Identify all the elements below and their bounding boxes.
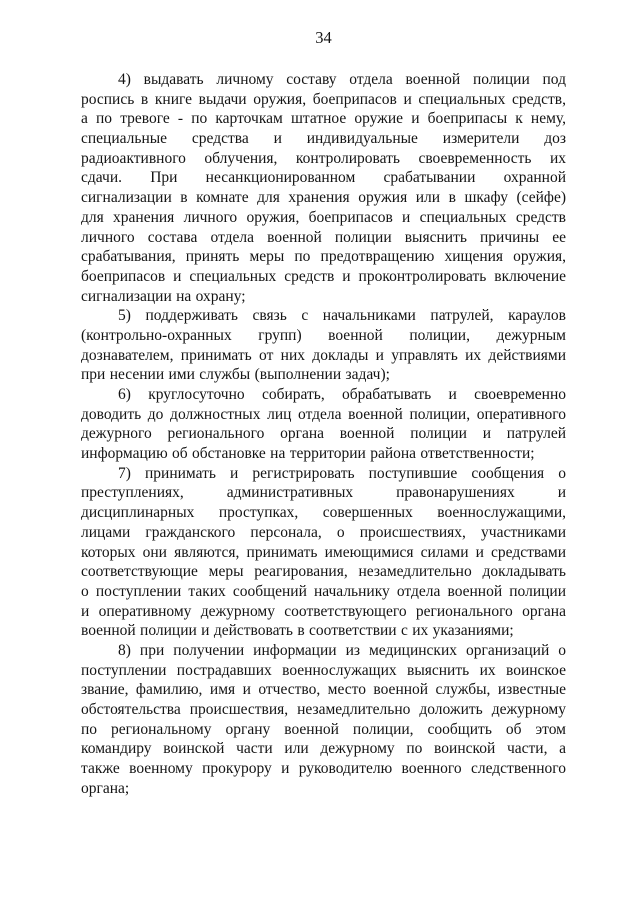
- paragraph: [81, 70, 566, 306]
- text-line: органа;: [81, 779, 130, 797]
- text-line: 7) принимать и регистрировать поступившие сообщения о: [118, 464, 566, 482]
- text-line: дознавателем, принимать от них доклады и управлять их действиями: [81, 346, 566, 364]
- text-line: о поступлении таких сообщений начальнику отдела военной полиции: [81, 582, 566, 600]
- document-body: [81, 70, 566, 798]
- text-line: специальные средства и индивидуальные измерители доз: [81, 130, 566, 148]
- text-line: звание, фамилию, имя и отчество, место военной службы, известные: [81, 681, 566, 699]
- text-line: доводить до должностных лиц отдела военной полиции, оперативного: [81, 405, 566, 423]
- text-line: сигнализации в комнате для хранения оружия или в шкафу (сейфе): [81, 189, 566, 207]
- text-line: лицами гражданского персонала, о происшествиях, участниками: [81, 523, 566, 541]
- text-line: также военному прокурору и руководителю военного следственного: [81, 760, 566, 778]
- paragraph: [81, 306, 566, 385]
- text-line: а по тревоге - по карточкам штатное оружие и боеприпасы к нему,: [81, 110, 566, 128]
- text-line: военной полиции и действовать в соответствии с их указаниями;: [81, 622, 514, 640]
- text-line: которых они являются, принимать имеющимися силами и средствами: [81, 543, 566, 561]
- text-line: личного состава отдела военной полиции выяснить причины ее: [81, 228, 566, 246]
- text-line: боеприпасов и специальных средств и проконтролировать включение: [81, 267, 566, 285]
- page-number: 34: [315, 28, 332, 47]
- text-line: по региональному органу военной полиции, сообщить об этом: [81, 720, 566, 738]
- text-line: 4) выдавать личному составу отдела военной полиции под: [118, 71, 566, 88]
- text-line: 5) поддерживать связь с начальниками патрулей, караулов: [118, 307, 566, 325]
- text-line: информацию об обстановке на территории района ответственности;: [81, 445, 535, 463]
- text-line: 8) при получении информации из медицинских организаций о: [118, 641, 566, 659]
- text-line: для хранения личного оружия, боеприпасов и специальных средств: [81, 208, 566, 226]
- text-line: радиоактивного облучения, контролировать своевременность их: [81, 149, 566, 167]
- text-line: дежурного регионального органа военной полиции и патрулей: [81, 425, 566, 443]
- paragraph: [81, 641, 566, 799]
- text-line: поступлении пострадавших военнослужащих выяснить их воинское: [81, 661, 566, 679]
- text-line: (контрольно-охранных групп) военной полиции, дежурным: [81, 326, 566, 344]
- paragraph: [81, 464, 566, 641]
- text-line: преступлениях, административных правонарушениях и: [81, 484, 566, 502]
- text-line: и оперативному дежурному соответствующего регионального органа: [81, 602, 566, 620]
- text-line: 6) круглосуточно собирать, обрабатывать и своевременно: [118, 386, 566, 403]
- text-line: роспись в книге выдачи оружия, боеприпасов и специальных средств,: [81, 90, 566, 108]
- paragraph: [81, 385, 566, 464]
- text-line: сигнализации на охрану;: [81, 287, 246, 305]
- text-line: срабатывания, принять меры по предотвращению хищения оружия,: [81, 248, 566, 266]
- text-line: обстоятельства происшествия, незамедлительно доложить дежурному: [81, 701, 566, 718]
- text-line: дисциплинарных проступках, совершенных военнослужащими,: [81, 504, 566, 522]
- text-line: соответствующие меры реагирования, незамедлительно докладывать: [81, 563, 566, 581]
- text-line: при несении ими службы (выполнении задач);: [81, 366, 390, 384]
- text-line: сдачи. При несанкционированном срабатывании охранной: [81, 169, 566, 187]
- text-line: командиру воинской части или дежурному по воинской части, а: [81, 740, 566, 758]
